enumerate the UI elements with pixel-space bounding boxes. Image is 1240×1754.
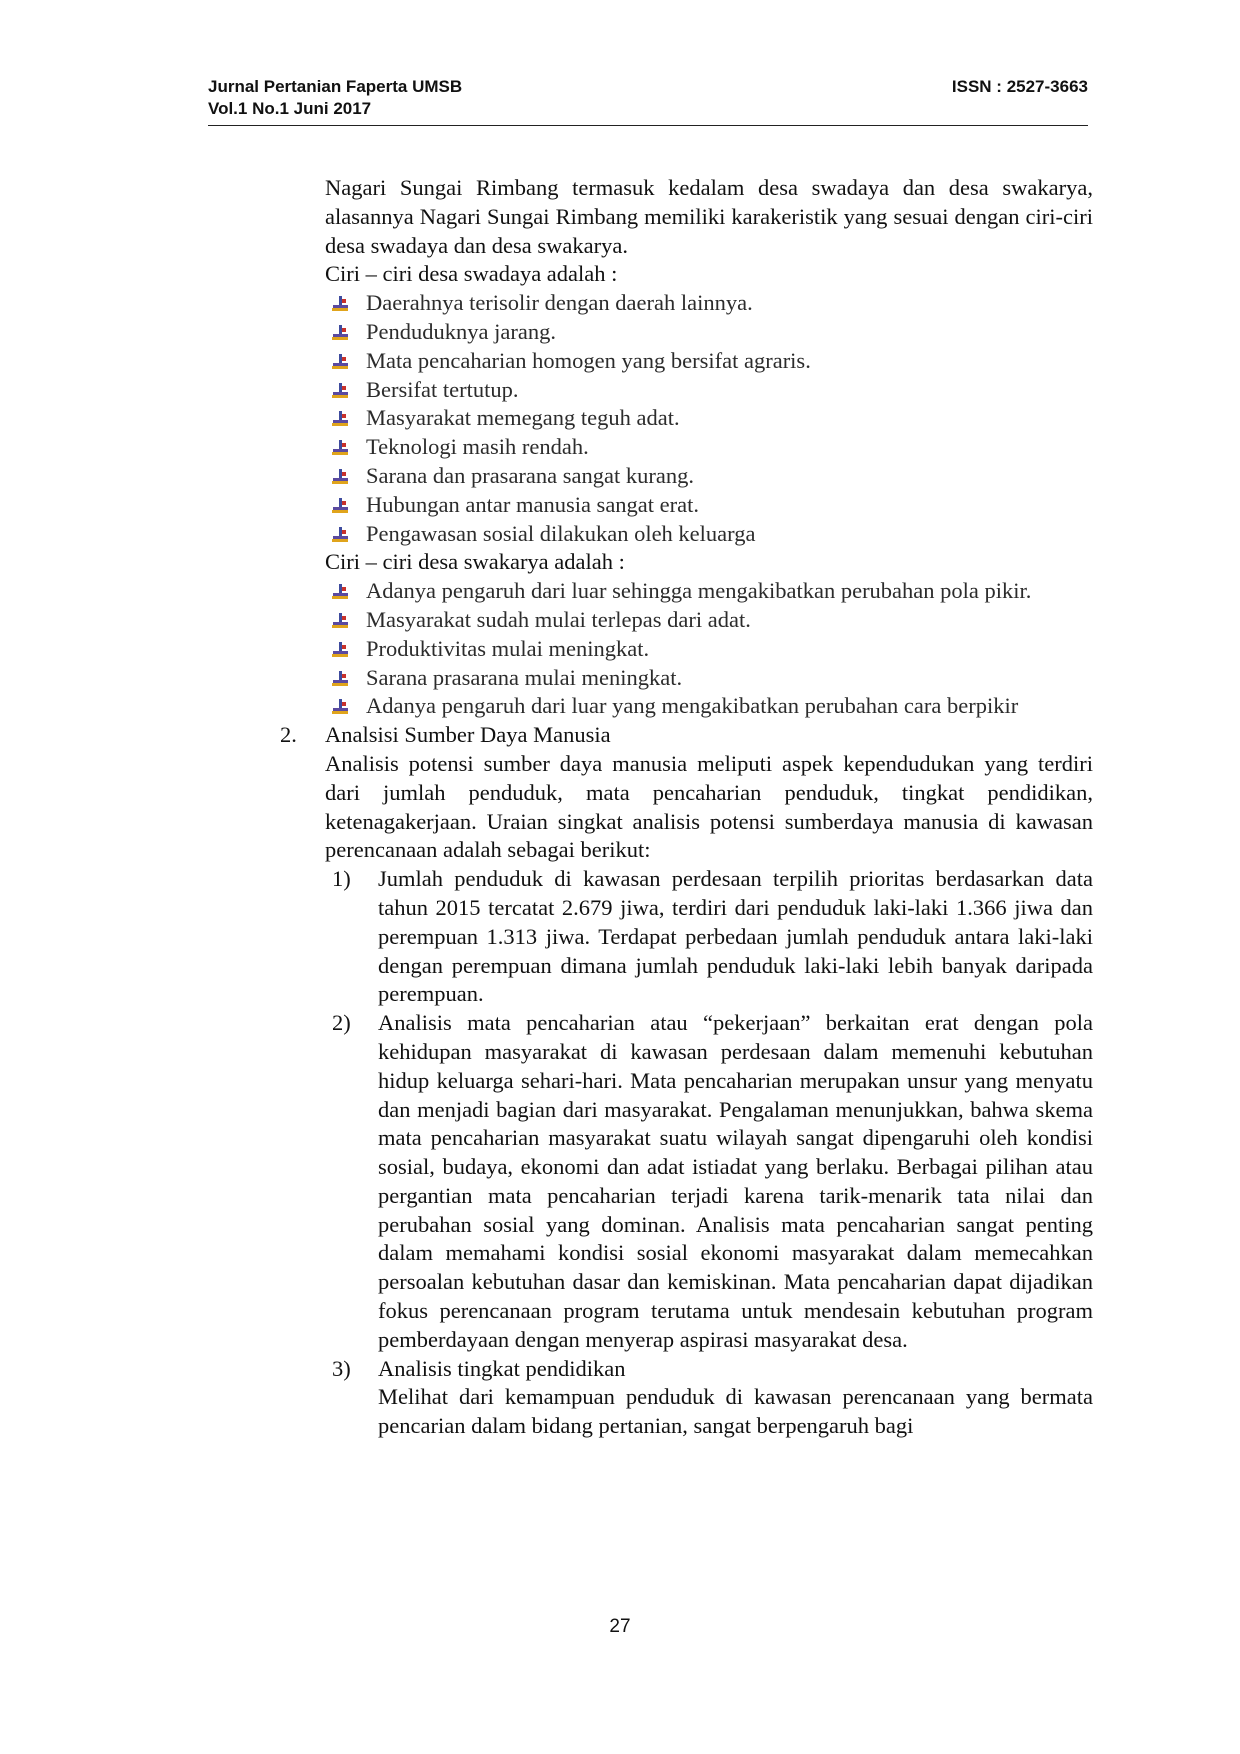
point-text: Analisis mata pencaharian atau “pekerjaan” berkaitan erat dengan pola kehidupan masyarakat di kawasan perdesaan dalam memenuhi kebutuhan hidup keluarga sehari-hari. Mata pencaharian merupakan unsur yang menyatu dan menjadi bagian dari masyarakat. Pengalaman menunjukkan, bahwa skema mata pencaharian masyarakat suatu wilayah sangat dipengaruhi oleh kondisi sosial, budaya, ekonomi dan adat istiadat yang berlaku. Berbagai pilihan atau pergantian mata pencaharian terjadi karena tarik-menarik tata nilai dan perubahan sosial yang dominan. Analisis mata pencaharian sangat penting dalam memahami kondisi sosial ekonomi masyarakat dalam memecahkan persoalan kebutuhan dasar dan kemiskinan. Mata pencaharian dapat dijadikan fokus perencanaan program terutama untuk mendesain kebutuhan program pemberdayaan dengan menyerap aspirasi masyarakat desa. [378, 1010, 1093, 1352]
list-item: Masyarakat memegang teguh adat. [280, 404, 1093, 433]
swakarya-heading: Ciri – ciri desa swakarya adalah : [325, 549, 625, 575]
swakarya-list [280, 577, 1093, 721]
list-item: Teknologi masih rendah. [280, 433, 1093, 462]
point-text: Analisis tingkat pendidikan [378, 1355, 626, 1381]
arrow-bullet-icon [332, 642, 348, 658]
swadaya-list [280, 289, 1093, 548]
point-number: 1) [332, 866, 351, 892]
issn: ISSN : 2527-3663 [951, 77, 1088, 96]
arrow-bullet-icon [332, 469, 348, 485]
section-title: Analsisi Sumber Daya Manusia [325, 722, 611, 748]
list-item: Sarana prasarana mulai meningkat. [280, 664, 1093, 693]
list-item: Daerahnya terisolir dengan daerah lainnya. [280, 289, 1093, 318]
arrow-bullet-icon [332, 671, 348, 687]
page-body [280, 174, 1093, 1441]
list-item: Pendudukny​a jarang. [280, 318, 1093, 347]
point-3-body: Melihat dari kemampuan penduduk di kawasan perencanaan yang bermata pencarian dalam bidang pertanian, sangat berpengaruh bagi [378, 1384, 1093, 1439]
intro-paragraph: Nagari Sungai Rimbang termasuk kedalam desa swadaya dan desa swakarya, alasannya Nagari Sungai Rimbang memiliki karakeristik yang sesuai dengan ciri-ciri desa swadaya dan desa swakarya. [325, 175, 1093, 258]
arrow-bullet-icon [332, 383, 348, 399]
arrow-bullet-icon [332, 411, 348, 427]
arrow-bullet-icon [332, 354, 348, 370]
volume-info: Vol.1 No.1 Juni 2017 [208, 99, 372, 118]
arrow-bullet-icon [332, 527, 348, 543]
arrow-bullet-icon [332, 699, 348, 715]
list-item: Sarana dan prasarana sangat kurang. [280, 462, 1093, 491]
list-item: Adanya pengaruh dari luar yang mengakibatkan perubahan cara berpikir [280, 692, 1093, 721]
section-2-heading [280, 721, 1093, 750]
arrow-bullet-icon [332, 325, 348, 341]
point-text: Jumlah penduduk di kawasan perdesaan terpilih prioritas berdasarkan data tahun 2015 tercatat 2.679 jiwa, terdiri dari penduduk laki-laki 1.366 jiwa dan perempuan 1.313 jiwa. Terdapat perbedaan jumlah penduduk antara laki-laki dengan perempuan dimana jumlah penduduk laki-laki lebih banyak daripada perempuan. [378, 866, 1093, 1007]
swadaya-heading: Ciri – ciri desa swadaya adalah : [325, 261, 618, 287]
list-item: Hubungan antar manusia sangat erat. [280, 491, 1093, 520]
arrow-bullet-icon [332, 613, 348, 629]
page-header [208, 76, 1088, 120]
arrow-bullet-icon [332, 584, 348, 600]
header-rule [208, 125, 1088, 126]
arrow-bullet-icon [332, 296, 348, 312]
page-number: 27 [609, 1616, 631, 1637]
numbered-point [280, 1355, 1093, 1384]
section-2-intro: Analisis potensi sumber daya manusia meliputi aspek kependudukan yang terdiri dari jumlah penduduk, mata pencaharian penduduk, tingkat pendidikan, ketenagakerjaan. Uraian singkat analisis potensi sumberdaya manusia di kawasan perencanaan adalah sebagai berikut: [325, 750, 1093, 863]
section-number: 2. [280, 722, 297, 748]
numbered-point [280, 1009, 1093, 1355]
list-item: Masyarakat sudah mulai terlepas dari adat. [280, 606, 1093, 635]
numbered-point [280, 865, 1093, 1009]
arrow-bullet-icon [332, 498, 348, 514]
arrow-bullet-icon [332, 440, 348, 456]
point-number: 2) [332, 1010, 351, 1036]
journal-name: Jurnal Pertanian Faperta UMSB [208, 77, 463, 96]
list-item: Adanya pengaruh dari luar sehingga mengakibatkan perubahan pola pikir. [280, 577, 1093, 606]
list-item: Mata pencaharian homogen yang bersifat agraris. [280, 347, 1093, 376]
list-item: Bersifat tertutup. [280, 376, 1093, 405]
point-number: 3) [332, 1355, 351, 1381]
list-item: Pengawasan sosial dilakukan oleh keluarga [280, 520, 1093, 549]
list-item: Produktivitas mulai meningkat. [280, 635, 1093, 664]
